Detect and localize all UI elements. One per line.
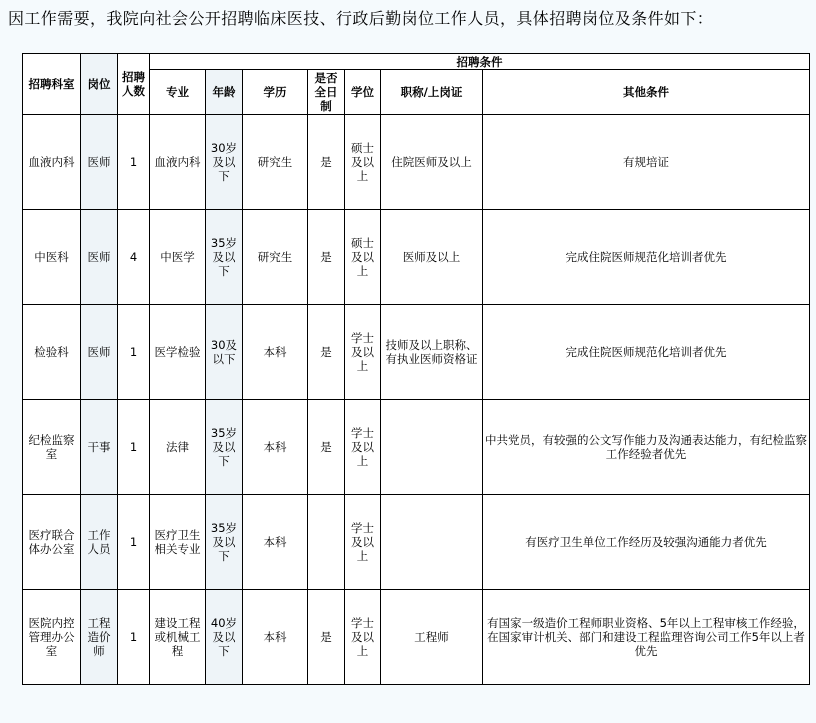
header-position: 岗位 bbox=[81, 54, 118, 115]
cell-title bbox=[381, 400, 483, 495]
cell-position: 医师 bbox=[81, 115, 118, 210]
cell-headcount: 1 bbox=[118, 305, 150, 400]
cell-major: 中医学 bbox=[150, 210, 206, 305]
cell-other: 有国家一级造价工程师职业资格、5年以上工程审核工作经验，在国家审计机关、部门和建设工程监理咨询公司工作5年以上者优先 bbox=[483, 590, 810, 685]
cell-other: 完成住院医师规范化培训者优先 bbox=[483, 305, 810, 400]
cell-title: 住院医师及以上 bbox=[381, 115, 483, 210]
cell-position: 工程造价师 bbox=[81, 590, 118, 685]
cell-other: 有规培证 bbox=[483, 115, 810, 210]
cell-degree: 硕士及以上 bbox=[345, 115, 381, 210]
cell-education: 本科 bbox=[243, 305, 308, 400]
cell-fulltime: 是 bbox=[308, 115, 345, 210]
table-row bbox=[23, 115, 810, 210]
cell-headcount: 1 bbox=[118, 495, 150, 590]
header-age: 年龄 bbox=[206, 70, 243, 115]
cell-education: 研究生 bbox=[243, 115, 308, 210]
cell-headcount: 1 bbox=[118, 115, 150, 210]
header-row-top bbox=[23, 54, 810, 70]
cell-major: 血液内科 bbox=[150, 115, 206, 210]
cell-department: 血液内科 bbox=[23, 115, 81, 210]
cell-department: 纪检监察室 bbox=[23, 400, 81, 495]
header-department: 招聘科室 bbox=[23, 54, 81, 115]
cell-fulltime: 是 bbox=[308, 590, 345, 685]
cell-major: 医疗卫生相关专业 bbox=[150, 495, 206, 590]
table-row bbox=[23, 305, 810, 400]
table-row bbox=[23, 210, 810, 305]
cell-major: 医学检验 bbox=[150, 305, 206, 400]
recruitment-table bbox=[22, 53, 810, 685]
cell-degree: 学士及以上 bbox=[345, 590, 381, 685]
cell-department: 医院内控管理办公室 bbox=[23, 590, 81, 685]
cell-age: 40岁及以下 bbox=[206, 590, 243, 685]
cell-degree: 学士及以上 bbox=[345, 495, 381, 590]
table-row bbox=[23, 590, 810, 685]
cell-department: 检验科 bbox=[23, 305, 81, 400]
cell-title: 工程师 bbox=[381, 590, 483, 685]
header-title: 职称/上岗证 bbox=[381, 70, 483, 115]
cell-other: 中共党员，有较强的公文写作能力及沟通表达能力，有纪检监察工作经验者优先 bbox=[483, 400, 810, 495]
cell-fulltime: 是 bbox=[308, 210, 345, 305]
table-row bbox=[23, 400, 810, 495]
cell-degree: 硕士及以上 bbox=[345, 210, 381, 305]
cell-title: 医师及以上 bbox=[381, 210, 483, 305]
cell-age: 30岁及以下 bbox=[206, 115, 243, 210]
cell-degree: 学士及以上 bbox=[345, 305, 381, 400]
cell-education: 研究生 bbox=[243, 210, 308, 305]
cell-degree: 学士及以上 bbox=[345, 400, 381, 495]
header-degree: 学位 bbox=[345, 70, 381, 115]
cell-position: 干事 bbox=[81, 400, 118, 495]
cell-headcount: 1 bbox=[118, 590, 150, 685]
cell-department: 中医科 bbox=[23, 210, 81, 305]
cell-fulltime: 是 bbox=[308, 305, 345, 400]
cell-title: 技师及以上职称、有执业医师资格证 bbox=[381, 305, 483, 400]
cell-title bbox=[381, 495, 483, 590]
header-other: 其他条件 bbox=[483, 70, 810, 115]
header-conditions: 招聘条件 bbox=[150, 54, 810, 70]
cell-fulltime: 是 bbox=[308, 400, 345, 495]
cell-age: 35岁及以下 bbox=[206, 495, 243, 590]
cell-position: 医师 bbox=[81, 305, 118, 400]
cell-education: 本科 bbox=[243, 590, 308, 685]
cell-position: 工作人员 bbox=[81, 495, 118, 590]
header-fulltime: 是否全日制 bbox=[308, 70, 345, 115]
cell-major: 建设工程或机械工程 bbox=[150, 590, 206, 685]
cell-position: 医师 bbox=[81, 210, 118, 305]
header-major: 专业 bbox=[150, 70, 206, 115]
header-headcount: 招聘人数 bbox=[118, 54, 150, 115]
cell-other: 完成住院医师规范化培训者优先 bbox=[483, 210, 810, 305]
cell-other: 有医疗卫生单位工作经历及较强沟通能力者优先 bbox=[483, 495, 810, 590]
cell-headcount: 4 bbox=[118, 210, 150, 305]
cell-fulltime bbox=[308, 495, 345, 590]
cell-headcount: 1 bbox=[118, 400, 150, 495]
cell-department: 医疗联合体办公室 bbox=[23, 495, 81, 590]
cell-education: 本科 bbox=[243, 495, 308, 590]
intro-text: 因工作需要，我院向社会公开招聘临床医技、行政后勤岗位工作人员，具体招聘岗位及条件如下： bbox=[8, 9, 714, 28]
cell-age: 35岁及以下 bbox=[206, 210, 243, 305]
cell-major: 法律 bbox=[150, 400, 206, 495]
cell-education: 本科 bbox=[243, 400, 308, 495]
cell-age: 35岁及以下 bbox=[206, 400, 243, 495]
header-education: 学历 bbox=[243, 70, 308, 115]
table-row bbox=[23, 495, 810, 590]
cell-age: 30及以下 bbox=[206, 305, 243, 400]
